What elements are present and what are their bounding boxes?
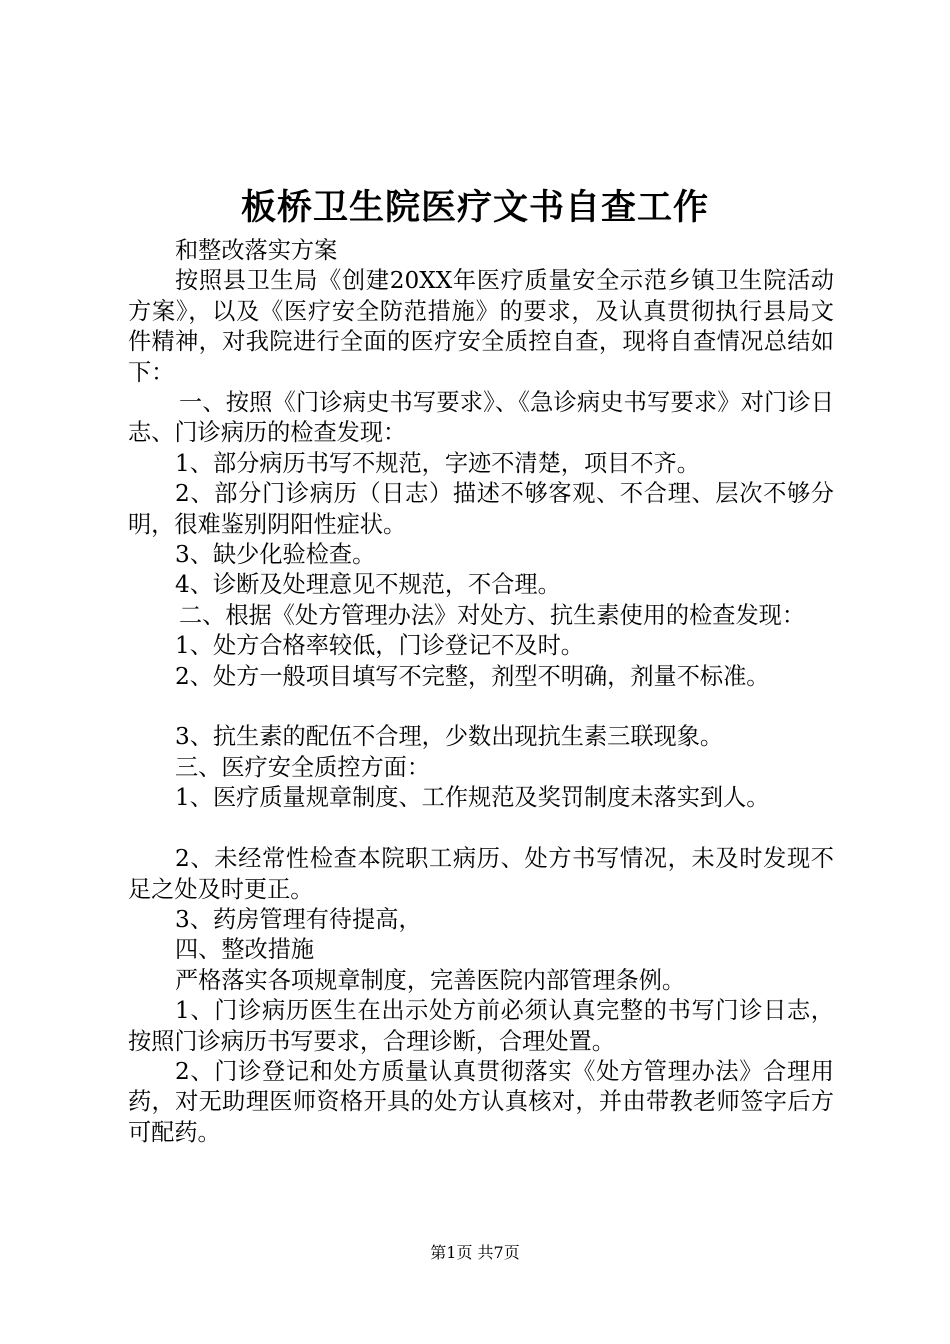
paragraph-intro: 按照县卫生局《创建20XX年医疗质量安全示范乡镇卫生院活动方案》，以及《医疗安全防范措施》的要求，及认真贯彻执行县局文件精神，对我院进行全面的医疗安全质控自查，现将自查情况总结如下：	[128, 267, 834, 386]
paragraph-section-4: 四、整改措施	[175, 936, 315, 964]
paragraph-item: 1、处方合格率较低，门诊登记不及时。	[175, 632, 584, 660]
paragraph-item: 2、未经常性检查本院职工病历、处方书写情况，未及时发现不足之处及时更正。	[128, 845, 834, 903]
paragraph-item: 1、部分病历书写不规范，字迹不清楚，项目不齐。	[175, 449, 700, 477]
blank-line	[128, 814, 834, 844]
paragraph-item: 2、处方一般项目填写不完整，剂型不明确，剂量不标准。	[175, 662, 770, 690]
paragraph-item: 3、药房管理有待提高，	[175, 905, 422, 933]
document-body	[128, 236, 834, 1148]
paragraph-item: 2、部分门诊病历（日志）描述不够客观、不合理、层次不够分明，很难鉴别阴阳性症状。	[128, 480, 834, 538]
paragraph-item: 1、医疗质量规章制度、工作规范及奖罚制度未落实到人。	[175, 784, 770, 812]
paragraph-section-3: 三、医疗安全质控方面：	[175, 753, 431, 781]
page-footer: 第1页 共7页	[430, 1243, 520, 1262]
blank-line	[128, 692, 834, 722]
paragraph-item: 4、诊断及处理意见不规范，不合理。	[175, 571, 561, 599]
paragraph-item: 2、门诊登记和处方质量认真贯彻落实《处方管理办法》合理用药，对无助理医师资格开具的处方认真核对，并由带教老师签字后方可配药。	[128, 1057, 834, 1146]
paragraph-item: 1、门诊病历医生在出示处方前必须认真完整的书写门诊日志，按照门诊病历书写要求，合理诊断，合理处置。	[128, 997, 834, 1055]
paragraph-section-2: 二、根据《处方管理办法》对处方、抗生素使用的检查发现：	[179, 601, 806, 629]
paragraph-item: 3、缺少化验检查。	[175, 541, 376, 569]
paragraph-subtitle: 和整改落实方案	[175, 237, 338, 264]
paragraph-text: 严格落实各项规章制度，完善医院内部管理条例。	[175, 966, 686, 994]
paragraph-item: 3、抗生素的配伍不合理，少数出现抗生素三联现象。	[175, 723, 724, 751]
document-title: 板桥卫生院医疗文书自查工作	[240, 187, 709, 228]
paragraph-section-1: 一、按照《门诊病史书写要求》、《急诊病史书写要求》对门诊日志、门诊病历的检查发现：	[128, 389, 834, 447]
